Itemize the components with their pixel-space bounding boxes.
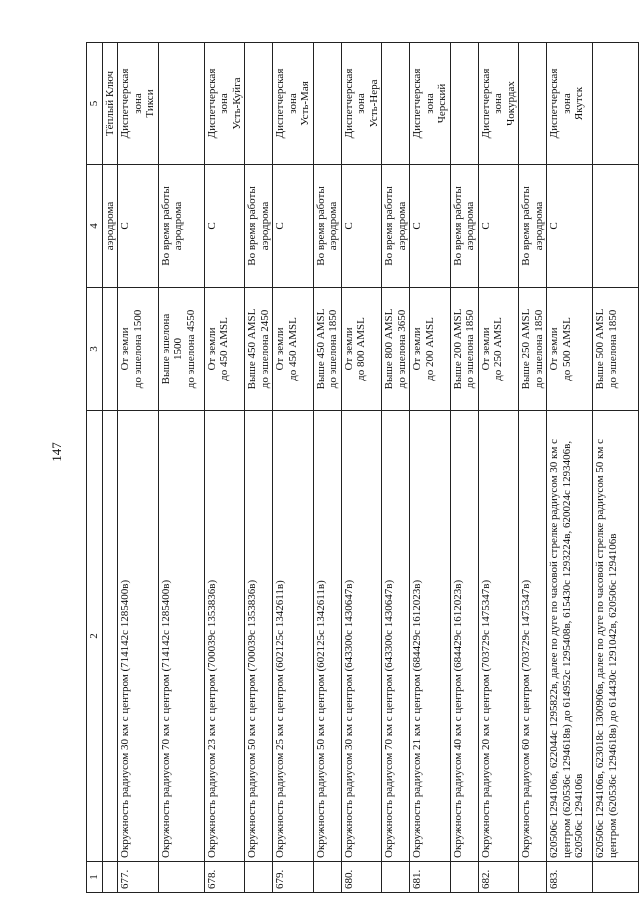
operating-time-cell xyxy=(593,165,639,288)
header-cell-1: 1 xyxy=(87,862,103,893)
row-number-cell: 680. xyxy=(341,862,382,893)
airspace-unit-cell xyxy=(450,43,478,165)
operating-time-cell: С xyxy=(478,165,519,288)
row-number-cell: 679. xyxy=(273,862,314,893)
airspace-unit-cell: Диспетчерская зона Тикси xyxy=(118,43,159,165)
area-description-cell: 620506с 1294106в, 622044с 1295822в, далее по дуге по часовой стрелке радиусом 30 км с центром (620536с 1294618в) до 614952с 1295408в, 615430с 1293224в, 620024с 1293406в, 620506с 1294106в xyxy=(547,411,593,862)
area-description-cell: Окружность радиусом 50 км с центром (602125с 1342611в) xyxy=(313,411,341,862)
header-cell-4: 4 xyxy=(87,165,103,288)
row-number-cell xyxy=(313,862,341,893)
airspace-unit-cell: Диспетчерская зона Якутск xyxy=(547,43,593,165)
table-row xyxy=(118,43,159,893)
area-description-cell: Окружность радиусом 60 км с центром (703729с 1475347в) xyxy=(519,411,547,862)
airspace-unit-cell xyxy=(313,43,341,165)
airspace-unit-cell: Тёплый Ключ xyxy=(102,43,118,165)
table-row xyxy=(102,43,118,893)
operating-time-cell: С xyxy=(547,165,593,288)
row-number-cell xyxy=(102,862,118,893)
table-row xyxy=(593,43,639,893)
area-description-cell: Окружность радиусом 70 км с центром (714142с 1285400в) xyxy=(158,411,204,862)
header-cell-5: 5 xyxy=(87,43,103,165)
row-number-cell: 678. xyxy=(204,862,245,893)
altitude-limits-cell: Выше 200 AMSL до эшелона 1850 xyxy=(450,288,478,411)
airspace-unit-cell xyxy=(245,43,273,165)
page-number: 147 xyxy=(49,442,64,462)
header-cell-3: 3 xyxy=(87,288,103,411)
operating-time-cell: Во время работы аэродрома xyxy=(519,165,547,288)
row-number-cell xyxy=(519,862,547,893)
airspace-unit-cell: Диспетчерская зона Черский xyxy=(410,43,451,165)
area-description-cell: Окружность радиусом 30 км с центром (643300с 1430647в) xyxy=(341,411,382,862)
header-row xyxy=(87,43,103,893)
altitude-limits-cell: От земли до 200 AMSL xyxy=(410,288,451,411)
operating-time-cell: аэродрома xyxy=(102,165,118,288)
row-number-cell xyxy=(450,862,478,893)
table-row xyxy=(204,43,245,893)
airspace-unit-cell xyxy=(519,43,547,165)
header-cell-2: 2 xyxy=(87,411,103,862)
altitude-limits-cell: От земли до 450 AMSL xyxy=(204,288,245,411)
altitude-limits-cell: Выше 500 AMSL до эшелона 1850 xyxy=(593,288,639,411)
table-row xyxy=(519,43,547,893)
altitude-limits-cell: Выше 800 AMSL до эшелона 3650 xyxy=(382,288,410,411)
operating-time-cell: Во время работы аэродрома xyxy=(382,165,410,288)
table-body xyxy=(87,43,639,893)
row-number-cell xyxy=(593,862,639,893)
table-row xyxy=(382,43,410,893)
area-description-cell: Окружность радиусом 20 км с центром (703729с 1475347в) xyxy=(478,411,519,862)
operating-time-cell: С xyxy=(204,165,245,288)
table-row xyxy=(450,43,478,893)
altitude-limits-cell: От земли до эшелона 1500 xyxy=(118,288,159,411)
airspace-unit-cell xyxy=(382,43,410,165)
table-row xyxy=(245,43,273,893)
row-number-cell: 681. xyxy=(410,862,451,893)
table-row xyxy=(478,43,519,893)
row-number-cell xyxy=(382,862,410,893)
airspace-unit-cell xyxy=(593,43,639,165)
altitude-limits-cell: От земли до 800 AMSL xyxy=(341,288,382,411)
area-description-cell: Окружность радиусом 25 км с центром (602125с 1342611в) xyxy=(273,411,314,862)
operating-time-cell: Во время работы аэродрома xyxy=(158,165,204,288)
airspace-unit-cell xyxy=(158,43,204,165)
area-description-cell: Окружность радиусом 30 км с центром (714142с 1285400в) xyxy=(118,411,159,862)
row-number-cell: 683. xyxy=(547,862,593,893)
airspace-unit-cell: Диспетчерская зона Чокурдах xyxy=(478,43,519,165)
altitude-limits-cell xyxy=(102,288,118,411)
operating-time-cell: Во время работы аэродрома xyxy=(245,165,273,288)
altitude-limits-cell: Выше 450 AMSL до эшелона 1850 xyxy=(313,288,341,411)
altitude-limits-cell: От земли до 450 AMSL xyxy=(273,288,314,411)
operating-time-cell: С xyxy=(273,165,314,288)
altitude-limits-cell: От земли до 250 AMSL xyxy=(478,288,519,411)
operating-time-cell: С xyxy=(410,165,451,288)
table-row xyxy=(410,43,451,893)
area-description-cell: Окружность радиусом 70 км с центром (643300с 1430647в) xyxy=(382,411,410,862)
rotated-table-wrapper xyxy=(86,46,619,893)
altitude-limits-cell: Выше эшелона 1500 до эшелона 4550 xyxy=(158,288,204,411)
table-row xyxy=(547,43,593,893)
row-number-cell xyxy=(158,862,204,893)
operating-time-cell: С xyxy=(118,165,159,288)
area-description-cell: Окружность радиусом 40 км с центром (684429с 1612023в) xyxy=(450,411,478,862)
airspace-table xyxy=(86,42,639,893)
table-row xyxy=(313,43,341,893)
operating-time-cell: С xyxy=(341,165,382,288)
altitude-limits-cell: От земли до 500 AMSL xyxy=(547,288,593,411)
area-description-cell: Окружность радиусом 50 км с центром (700039с 1353836в) xyxy=(245,411,273,862)
row-number-cell xyxy=(245,862,273,893)
row-number-cell: 682. xyxy=(478,862,519,893)
area-description-cell: 620506с 1294106в, 623018с 1300906в, далее по дуге по часовой стрелке радиусом 50 км с центром (620536с 1294618в) до 614430с 1291042в, 620506с 1294106в xyxy=(593,411,639,862)
area-description-cell xyxy=(102,411,118,862)
table-row xyxy=(158,43,204,893)
altitude-limits-cell: Выше 250 AMSL до эшелона 1850 xyxy=(519,288,547,411)
operating-time-cell: Во время работы аэродрома xyxy=(450,165,478,288)
row-number-cell: 677. xyxy=(118,862,159,893)
airspace-unit-cell: Диспетчерская зона Усть-Мая xyxy=(273,43,314,165)
area-description-cell: Окружность радиусом 23 км с центром (700039с 1353836в) xyxy=(204,411,245,862)
altitude-limits-cell: Выше 450 AMSL до эшелона 2450 xyxy=(245,288,273,411)
airspace-unit-cell: Диспетчерская зона Усть-Нера xyxy=(341,43,382,165)
table-row xyxy=(273,43,314,893)
area-description-cell: Окружность радиусом 21 км с центром (684429с 1612023в) xyxy=(410,411,451,862)
operating-time-cell: Во время работы аэродрома xyxy=(313,165,341,288)
table-row xyxy=(341,43,382,893)
airspace-unit-cell: Диспетчерская зона Усть-Куйга xyxy=(204,43,245,165)
